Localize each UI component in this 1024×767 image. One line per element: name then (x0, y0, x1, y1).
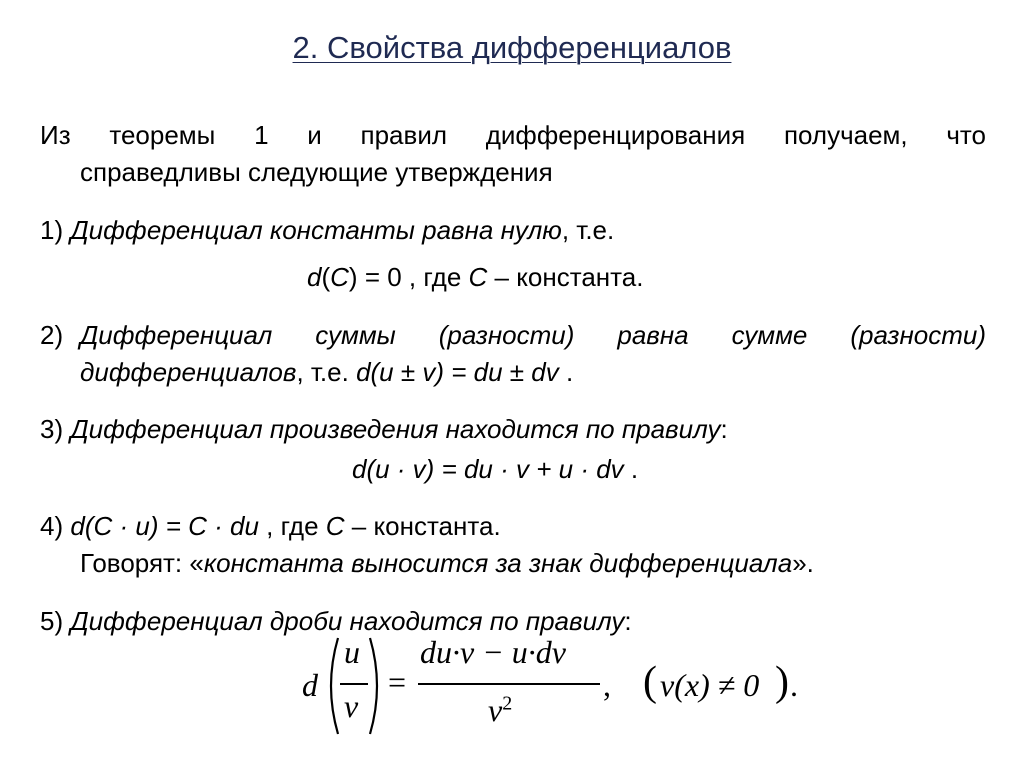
cond-open-paren: ( (643, 659, 657, 705)
equals-sign: = (388, 664, 407, 700)
item-2-line-1: Дифференциал суммы (разности) равна сумме (разности) (80, 320, 986, 350)
cond-close-paren: ) (775, 659, 789, 705)
item-3-text: 3) Дифференциал произведения находится по правилу: (40, 414, 728, 444)
intro-line-1: Из теоремы 1 и правил дифференцирования получаем, что (40, 120, 986, 150)
item-4-text: 4) d(C · u) = C · du , где C – константа. (40, 511, 501, 541)
inner-denominator: v (344, 688, 359, 724)
item-4-saying: Говорят: «константа выносится за знак дифференциала». (80, 548, 814, 578)
rhs-denominator: $v^2$ (488, 692, 513, 728)
formula-comma: , (603, 667, 611, 703)
page-title: 2. Свойства дифференциалов (292, 30, 732, 65)
item-3-formula: d(u · v) = du · v + u · dv . (352, 454, 639, 484)
rhs-numerator: du·v − u·dv (420, 634, 566, 670)
formula-dot: . (790, 667, 798, 703)
rhs-fraction-bar (418, 683, 600, 685)
formula-d: d (302, 667, 318, 703)
item-1-formula: d(C) = 0 , где C – константа. (307, 262, 644, 292)
item-4-formula: d(C · u) = C · du (70, 511, 259, 541)
condition: v(x) ≠ 0 (660, 667, 760, 703)
inner-fraction-bar (340, 683, 368, 685)
item-2-formula: d(u ± v) = du ± dv (356, 357, 559, 387)
item-5-text: 5) Дифференциал дроби находится по правилу: (40, 606, 632, 636)
item-1-text: 1) Дифференциал константы равна нулю, т.е. (40, 215, 615, 245)
inner-numerator: u (344, 634, 360, 670)
intro-line-2: справедливы следующие утверждения (80, 157, 553, 187)
item-2-line-2: дифференциалов, т.е. d(u ± v) = du ± dv . (80, 357, 574, 387)
left-paren (322, 636, 342, 736)
item-2-num: 2) (40, 320, 64, 350)
right-paren (366, 636, 386, 736)
